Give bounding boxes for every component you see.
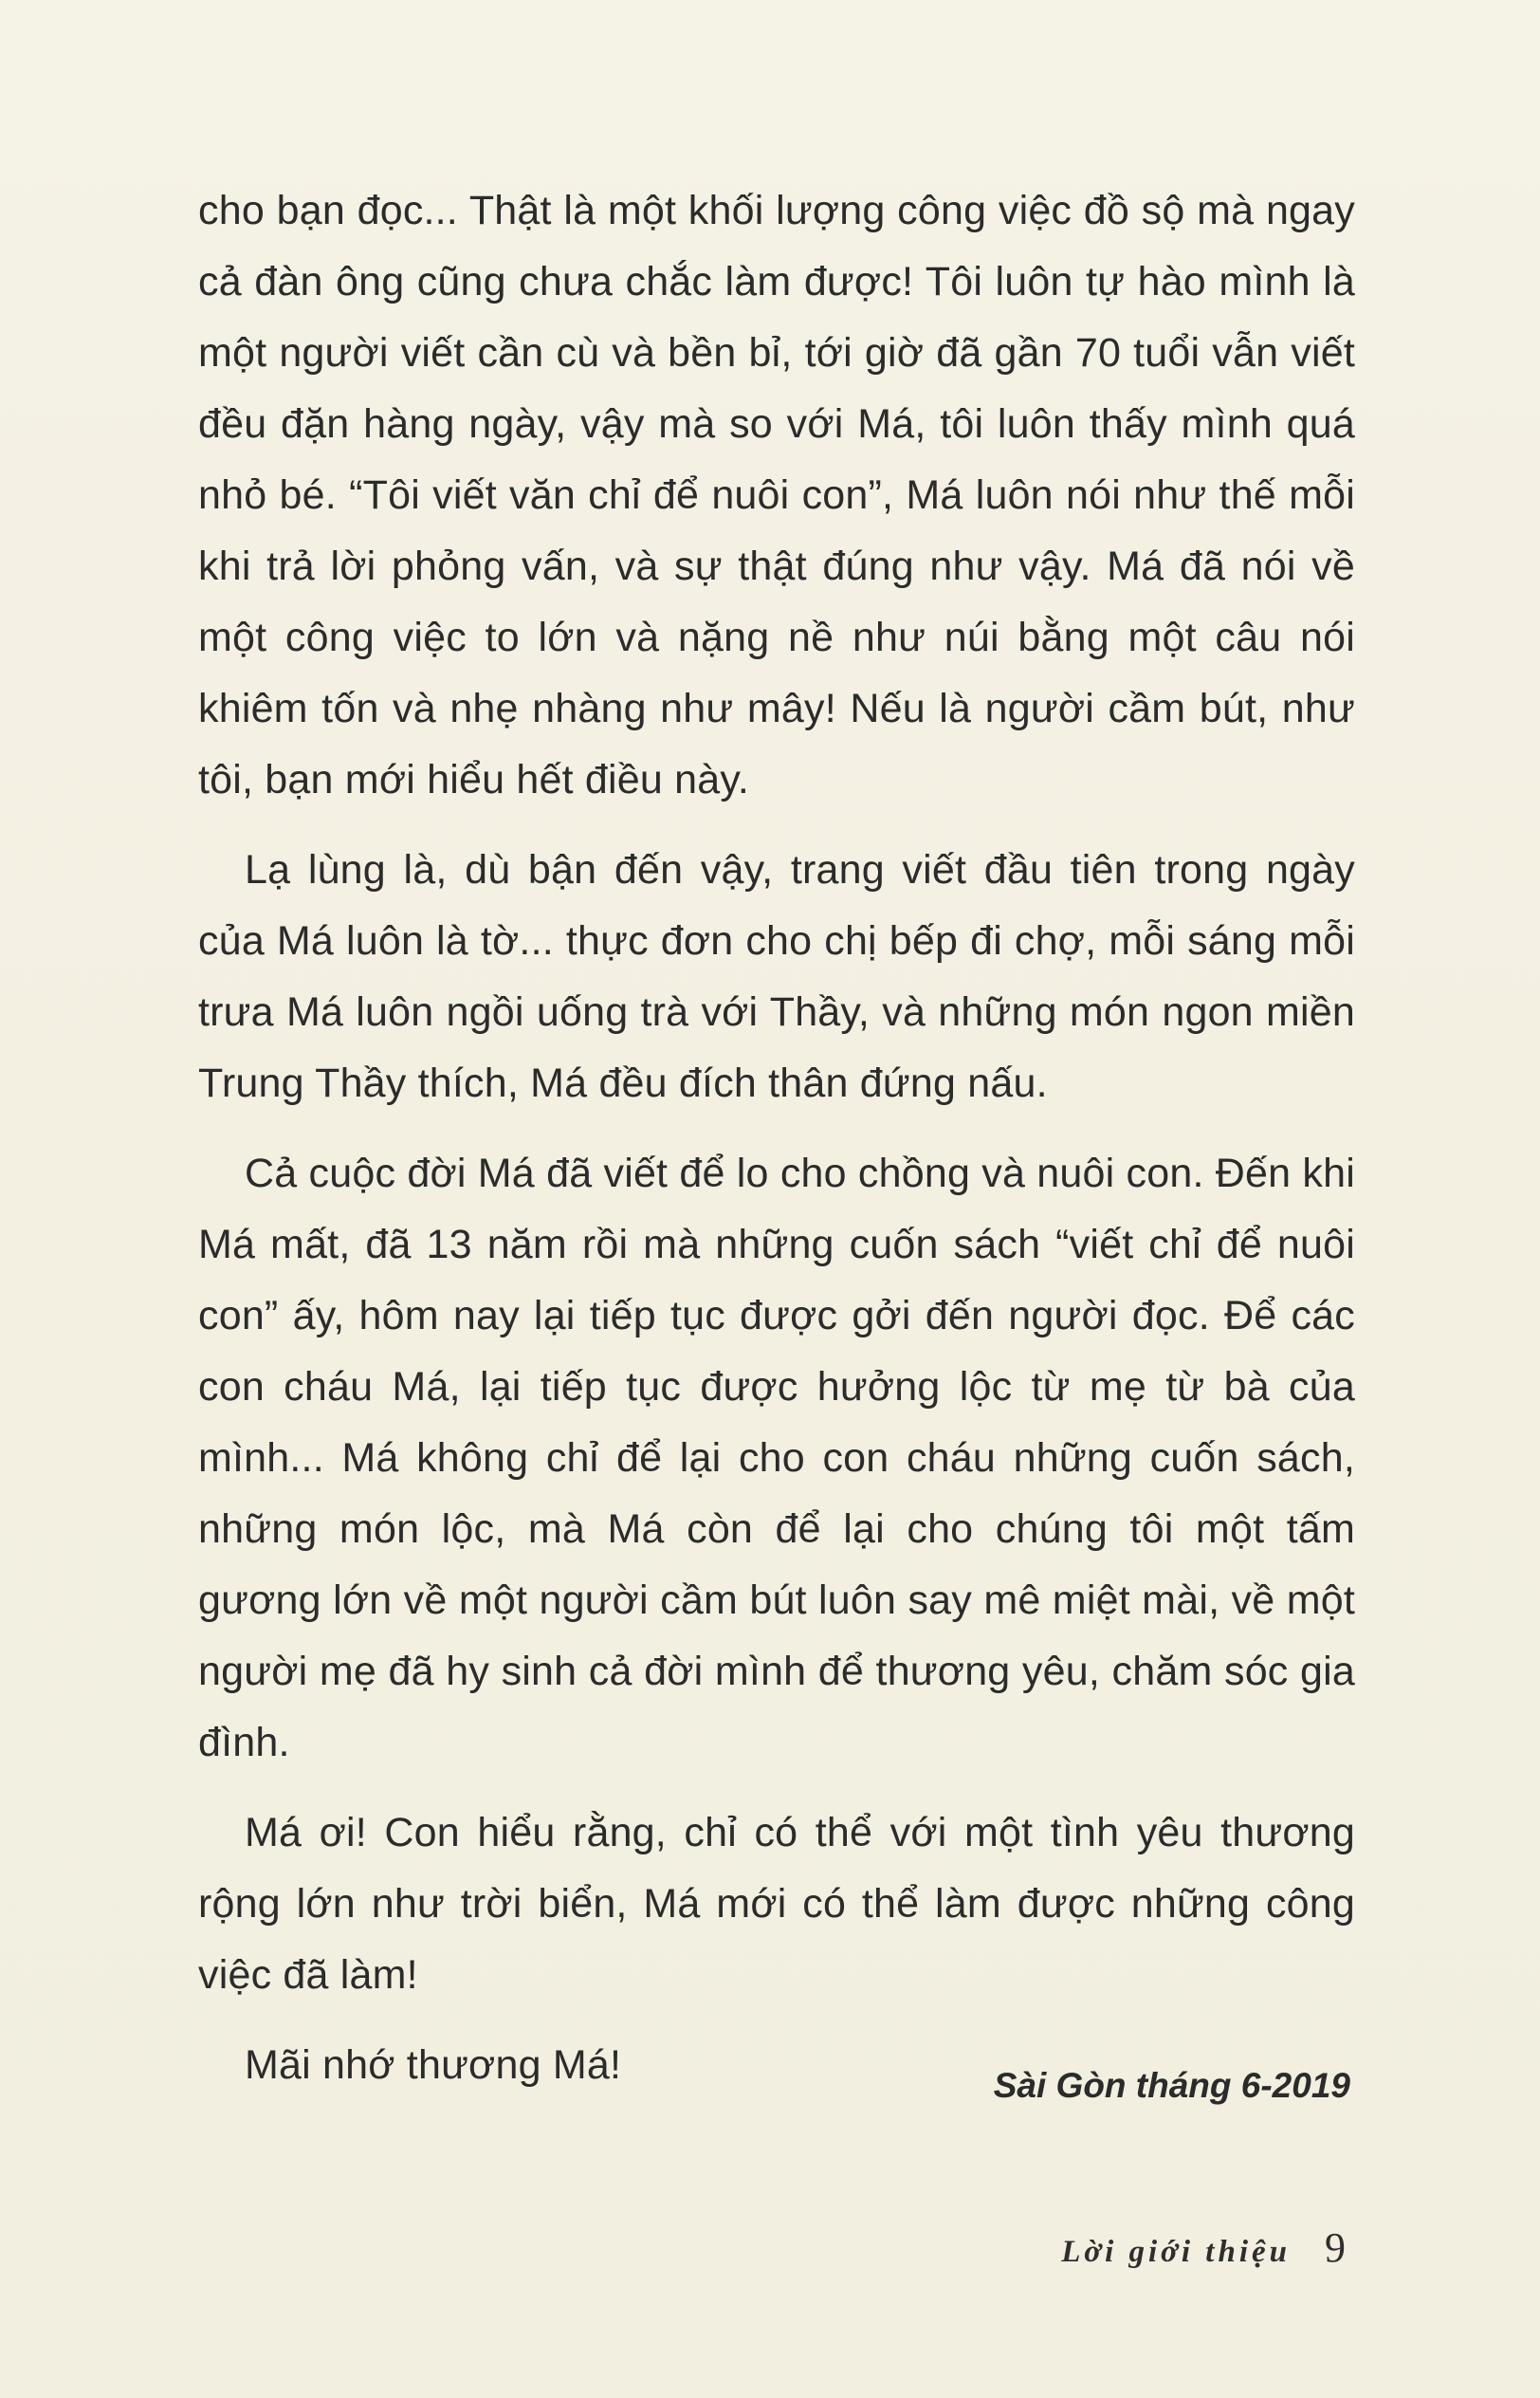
paragraph-4: Má ơi! Con hiểu rằng, chỉ có thể với một tình yêu thương rộng lớn như trời biển, Má mới có thể làm được những công việc đã làm! [198, 1810, 1355, 1998]
page-footer [1061, 2223, 1346, 2272]
paragraph-1: cho bạn đọc... Thật là một khối lượng công việc đồ sộ mà ngay cả đàn ông cũng chưa chắc làm được! Tôi luôn tự hào mình là một người viết cần cù và bền bỉ, tới giờ đã gần 70 tuổi vẫn viết đều đặn hàng ngày, vậy mà so với Má, tôi luôn thấy mình quá nhỏ bé. “Tôi viết văn chỉ để nuôi con”, Má luôn nói như thế mỗi khi trả lời phỏng vấn, và sự thật đúng như vậy. Má đã nói về một công việc to lớn và nặng nề như núi bằng một câu nói khiêm tốn và nhẹ nhàng như mây! Nếu là người cầm bút, như tôi, bạn mới hiểu hết điều này. [198, 188, 1355, 802]
signature-date: Sài Gòn tháng 6-2019 [993, 2066, 1350, 2105]
paragraph-3: Cả cuộc đời Má đã viết để lo cho chồng và nuôi con. Đến khi Má mất, đã 13 năm rồi mà những cuốn sách “viết chỉ để nuôi con” ấy, hôm nay lại tiếp tục được gởi đến người đọc. Để các con cháu Má, lại tiếp tục được hưởng lộc từ mẹ từ bà của mình... Má không chỉ để lại cho con cháu những cuốn sách, những món lộc, mà Má còn để lại cho chúng tôi một tấm gương lớn về một người cầm bút luôn say mê miệt mài, về một người mẹ đã hy sinh cả đời mình để thương yêu, chăm sóc gia đình. [198, 1151, 1355, 1765]
paragraph-5: Mãi nhớ thương Má! [245, 2042, 622, 2088]
page-number: 9 [1325, 2224, 1346, 2271]
body-text [198, 175, 1355, 2101]
paragraph-2: Lạ lùng là, dù bận đến vậy, trang viết đầu tiên trong ngày của Má luôn là tờ... thực đơn cho chị bếp đi chợ, mỗi sáng mỗi trưa Má luôn ngồi uống trà với Thầy, và những món ngon miền Trung Thầy thích, Má đều đích thân đứng nấu. [198, 847, 1355, 1106]
footer-section-title: Lời giới thiệu [1061, 2235, 1291, 2269]
